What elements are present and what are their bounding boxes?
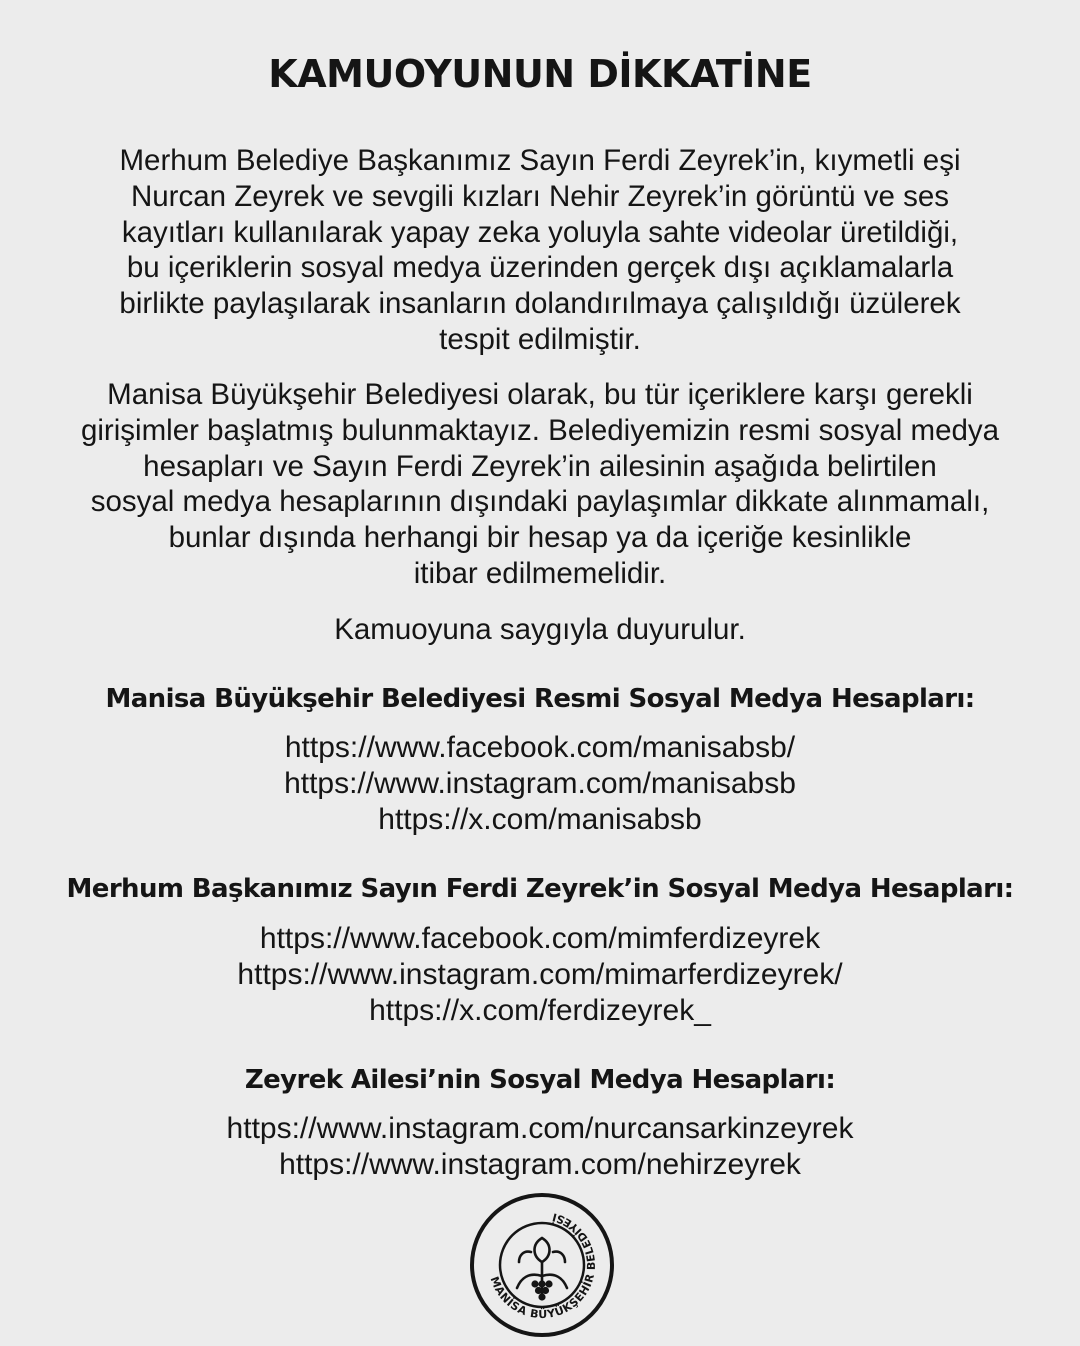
seal-ring-text: MANİSA BÜYÜKŞEHİR BELEDİYESİ bbox=[487, 1210, 599, 1322]
account-link-instagram[interactable]: https://www.instagram.com/nurcansarkinzeyrek bbox=[226, 1112, 854, 1145]
account-link-instagram[interactable]: https://www.instagram.com/nehirzeyrek bbox=[279, 1148, 801, 1181]
paragraph-line: sosyal medya hesaplarının dışındaki paylaşımlar dikkate alınmamalı, bbox=[90, 485, 990, 519]
paragraph-line: kayıtları kullanılarak yapay zeka yoluyla sahte videolar üretildiği, bbox=[121, 215, 959, 249]
intro-paragraph bbox=[40, 143, 1040, 358]
paragraph-line: girişimler başlatmış bulunmaktayız. Belediyemizin resmi sosyal medya bbox=[80, 413, 1000, 447]
paragraph-line: Manisa Büyükşehir Belediyesi olarak, bu tür içeriklere karşı gerekli bbox=[107, 378, 973, 411]
paragraph-line: itibar edilmemelidir. bbox=[413, 556, 667, 590]
municipality-accounts-heading: Manisa Büyükşehir Belediyesi Resmi Sosyal Medya Hesapları: bbox=[105, 684, 975, 714]
account-link-facebook[interactable]: https://www.facebook.com/manisabsb/ bbox=[284, 731, 796, 764]
paragraph-line: Merhum Belediye Başkanımız Sayın Ferdi Zeyrek’in, kıymetli eşi bbox=[119, 144, 961, 177]
grape-cluster-icon bbox=[531, 1280, 552, 1300]
paragraph-line: tespit edilmiştir. bbox=[439, 322, 641, 356]
family-accounts-list bbox=[20, 1111, 1060, 1183]
account-link-x[interactable]: https://x.com/ferdizeyrek_ bbox=[369, 994, 711, 1027]
account-link-facebook[interactable]: https://www.facebook.com/mimferdizeyrek bbox=[259, 922, 821, 955]
announcement-title: KAMUOYUNUN DİKKATİNE bbox=[268, 52, 812, 96]
paragraph-line: hesapları ve Sayın Ferdi Zeyrek’in ailesinin aşağıda belirtilen bbox=[143, 449, 937, 483]
warning-paragraph bbox=[40, 377, 1040, 592]
mayor-accounts-list bbox=[20, 921, 1060, 1029]
mayor-accounts-heading: Merhum Başkanımız Sayın Ferdi Zeyrek’in Sosyal Medya Hesapları: bbox=[66, 874, 1014, 904]
paragraph-line: bunlar dışında herhangi bir hesap ya da içeriğe kesinlikle bbox=[168, 521, 912, 555]
account-link-x[interactable]: https://x.com/manisabsb bbox=[378, 803, 702, 836]
account-link-instagram[interactable]: https://www.instagram.com/mimarferdizeyrek/ bbox=[237, 958, 843, 991]
paragraph-line: bu içeriklerin sosyal medya üzerinden gerçek dışı açıklamalarla bbox=[126, 251, 954, 285]
closing-line: Kamuoyuna saygıyla duyurulur. bbox=[334, 613, 746, 646]
municipality-accounts-list bbox=[20, 730, 1060, 838]
manisa-municipality-seal-icon bbox=[469, 1192, 615, 1338]
paragraph-line: Nurcan Zeyrek ve sevgili kızları Nehir Zeyrek’in görüntü ve ses bbox=[130, 179, 950, 213]
family-accounts-heading: Zeyrek Ailesi’nin Sosyal Medya Hesapları: bbox=[244, 1065, 836, 1095]
paragraph-line: birlikte paylaşılarak insanların dolandırılmaya çalışıldığı üzülerek bbox=[119, 287, 961, 321]
account-link-instagram[interactable]: https://www.instagram.com/manisabsb bbox=[284, 767, 796, 800]
